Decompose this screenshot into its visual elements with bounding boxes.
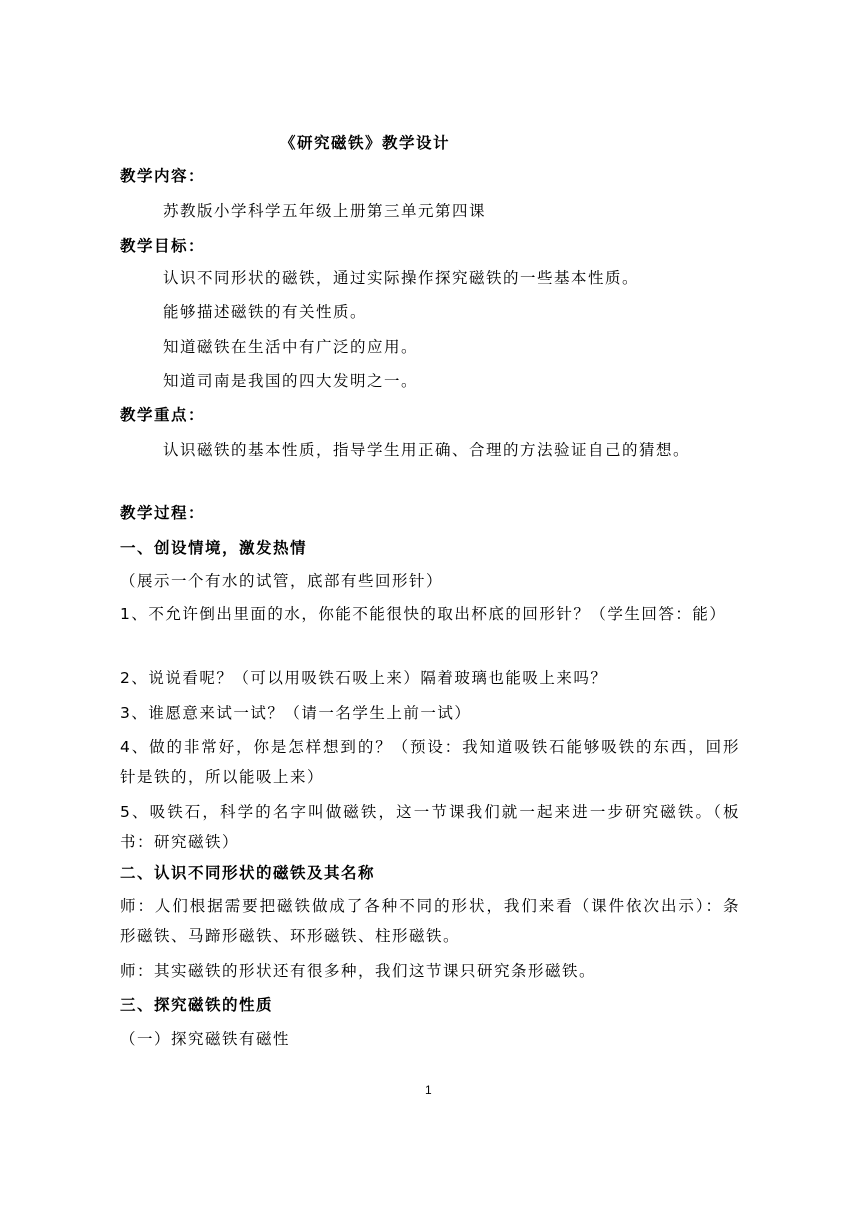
- section2-item: 师：人们根据需要把磁铁做成了各种不同的形状，我们来看（课件依次出示）：条形磁铁、马蹄形磁铁、环形磁铁、柱形磁铁。: [120, 897, 740, 945]
- document-title: 《研究磁铁》教学设计: [280, 134, 451, 152]
- section1-item: 2、说说看呢？（可以用吸铁石吸上来）隔着玻璃也能吸上来吗？: [120, 669, 608, 687]
- section1-item: 1、不允许倒出里面的水，你能不能很快的取出杯底的回形针？（学生回答：能）: [120, 605, 727, 623]
- goal-item: 认识不同形状的磁铁，通过实际操作探究磁铁的一些基本性质。: [163, 269, 640, 287]
- section1-item: 5、吸铁石，科学的名字叫做磁铁，这一节课我们就一起来进一步研究磁铁。（板书：研究磁铁）: [120, 803, 740, 851]
- section1-item: 3、谁愿意来试一试？（请一名学生上前一试）: [120, 704, 472, 722]
- section2-item: 师：其实磁铁的形状还有很多种，我们这节课只研究条形磁铁。: [120, 962, 597, 980]
- section1-heading: 一、创设情境，激发热情: [120, 539, 308, 557]
- goal-item: 能够描述磁铁的有关性质。: [163, 303, 368, 321]
- content-heading: 教学内容：: [120, 167, 206, 185]
- content-text: 苏教版小学科学五年级上册第三单元第四课: [163, 202, 487, 220]
- goal-item: 知道司南是我国的四大发明之一。: [163, 372, 419, 390]
- key-heading: 教学重点：: [120, 406, 206, 424]
- section3-heading: 三、探究磁铁的性质: [120, 996, 274, 1014]
- goal-item: 知道磁铁在生活中有广泛的应用。: [163, 338, 419, 356]
- section3-subheading: （一）探究磁铁有磁性: [120, 1030, 291, 1048]
- process-heading: 教学过程：: [120, 504, 206, 522]
- section1-note: （展示一个有水的试管，底部有些回形针）: [120, 572, 444, 590]
- section1-item: 4、做的非常好，你是怎样想到的？（预设：我知道吸铁石能够吸铁的东西，回形针是铁的，所以能吸上来）: [120, 738, 740, 786]
- section2-heading: 二、认识不同形状的磁铁及其名称: [120, 864, 376, 882]
- page-number: 1: [425, 1083, 432, 1097]
- key-text: 认识磁铁的基本性质，指导学生用正确、合理的方法验证自己的猜想。: [163, 441, 691, 459]
- goals-heading: 教学目标：: [120, 237, 206, 255]
